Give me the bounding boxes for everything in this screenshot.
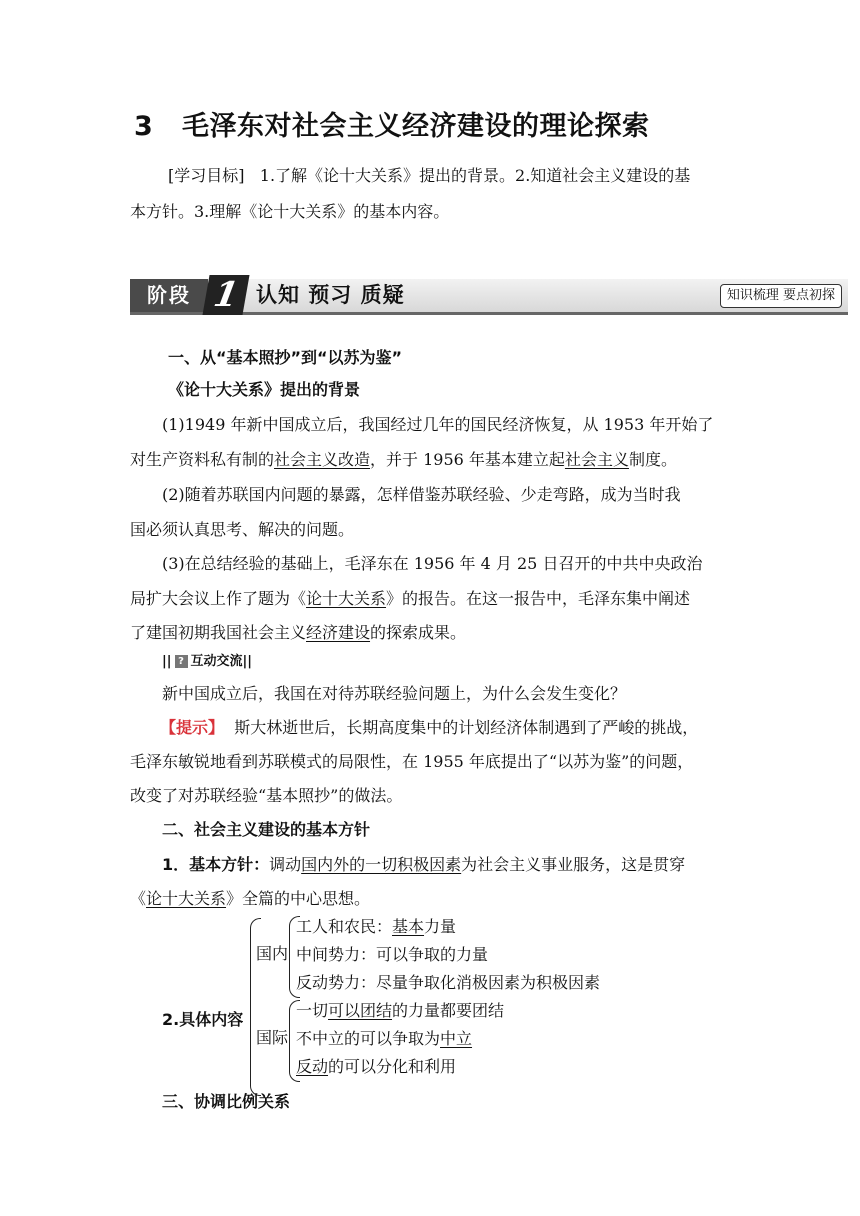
- text-span: 》全篇的中心思想。: [226, 889, 371, 908]
- text-span: 一切: [296, 1001, 329, 1020]
- s2-item1-line1: [162, 849, 685, 881]
- objectives-text-1: 1.了解《论十大关系》提出的背景。2.知道社会主义建设的基: [259, 166, 691, 185]
- underlined-term: 社会主义: [564, 450, 629, 469]
- international-label: 国际: [256, 1028, 289, 1047]
- domestic-item-2: 中间势力：可以争取的力量: [296, 945, 489, 964]
- s1-p1-line1: (1)1949 年新中国成立后，我国经过几年的国民经济恢复，从 1953 年开始了: [162, 415, 714, 434]
- objectives-line-1: [168, 160, 690, 192]
- hint-line-3: 改变了对苏联经验“基本照抄”的做法。: [130, 786, 403, 805]
- hint-line-2: 毛泽东敏锐地看到苏联模式的局限性，在 1955 年底提出了“以苏为鉴”的问题，: [130, 752, 694, 771]
- s1-p2-line1: (2)随着苏联国内问题的暴露，怎样借鉴苏联经验、少走弯路，成为当时我: [162, 485, 681, 504]
- underlined-term: 中立: [440, 1029, 473, 1048]
- item2-label-text: 2.具体内容: [162, 1010, 244, 1029]
- stage-tag: 知识梳理 要点初探: [720, 284, 842, 308]
- objectives-label: [学习目标]: [168, 166, 245, 185]
- hint-text: 斯大林逝世后，长期高度集中的计划经济体制遇到了严峻的挑战，: [234, 718, 699, 737]
- item1-label: 1．基本方针：: [162, 855, 270, 874]
- stage-title: 认知 预习 质疑: [256, 283, 405, 307]
- text-span: 的探索成果。: [370, 623, 467, 642]
- text-span: 不中立的可以争取为: [296, 1029, 441, 1048]
- text-span: 的力量都要团结: [392, 1001, 505, 1020]
- page-title: [134, 104, 650, 143]
- underlined-term: 经济建设: [306, 623, 371, 642]
- underlined-term: 反动: [296, 1057, 329, 1076]
- lesson-title: 毛泽东对社会主义经济建设的理论探索: [182, 111, 650, 142]
- hint-line-1: [160, 712, 698, 744]
- underlined-term: 论十大关系: [306, 589, 387, 608]
- stage-label: 阶段: [130, 279, 208, 312]
- text-span: 》的报告。在这一报告中，毛泽东集中阐述: [386, 589, 691, 608]
- text-span: 了建国初期我国社会主义: [130, 623, 307, 642]
- text-span: 调动: [269, 855, 302, 874]
- text-span: 对生产资料私有制的: [130, 450, 275, 469]
- stage-number: 1: [202, 275, 249, 315]
- underlined-term: 基本: [392, 917, 425, 936]
- question-icon: ?: [175, 655, 188, 668]
- domestic-label: 国内: [256, 944, 289, 963]
- item2-label: [162, 1004, 243, 1036]
- s1-p2-line2: 国必须认真思考、解决的问题。: [130, 520, 355, 539]
- international-item-3: [296, 1051, 456, 1083]
- text-span: 制度。: [628, 450, 677, 469]
- interaction-label: || ? 互动交流||: [162, 654, 253, 669]
- underlined-term: 可以团结: [328, 1001, 393, 1020]
- domestic-item-3: 反动势力：尽量争取化消极因素为积极因素: [296, 973, 601, 992]
- underlined-term: 国内外的一切积极因素: [301, 855, 462, 874]
- text-span: 的可以分化和利用: [328, 1057, 457, 1076]
- section2-heading: 二、社会主义建设的基本方针: [162, 820, 371, 839]
- text-span: ，并于 1956 年基本建立起: [370, 450, 565, 469]
- text-span: 为社会主义事业服务，这是贯穿: [461, 855, 686, 874]
- objectives-line-2: 本方针。3.理解《论十大关系》的基本内容。: [130, 202, 450, 221]
- section1-heading: 一、从“基本照抄”到“以苏为鉴”: [168, 348, 403, 367]
- interaction-label-text: 互动交流: [190, 654, 243, 669]
- text-span: 工人和农民：: [296, 917, 393, 936]
- section3-heading: 三、协调比例关系: [162, 1092, 291, 1111]
- s1-p3-line3: [130, 617, 466, 649]
- hint-label: 【提示】: [160, 718, 225, 737]
- text-span: 力量: [424, 917, 457, 936]
- text-span: 局扩大会议上作了题为《: [130, 589, 307, 608]
- s1-p3-line2: [130, 583, 690, 615]
- stage-banner: [130, 275, 848, 315]
- underlined-term: 社会主义改造: [274, 450, 371, 469]
- underlined-term: 论十大关系: [146, 889, 227, 908]
- interaction-question: 新中国成立后，我国在对待苏联经验问题上，为什么会发生变化？: [162, 684, 627, 703]
- s1-p3-line1: (3)在总结经验的基础上，毛泽东在 1956 年 4 月 25 日召开的中共中央政治: [162, 554, 703, 573]
- text-span: 《: [130, 889, 147, 908]
- s1-p1-line2: [130, 444, 677, 476]
- section1-subheading: 《论十大关系》提出的背景: [168, 380, 361, 399]
- lesson-number: 3: [134, 111, 154, 142]
